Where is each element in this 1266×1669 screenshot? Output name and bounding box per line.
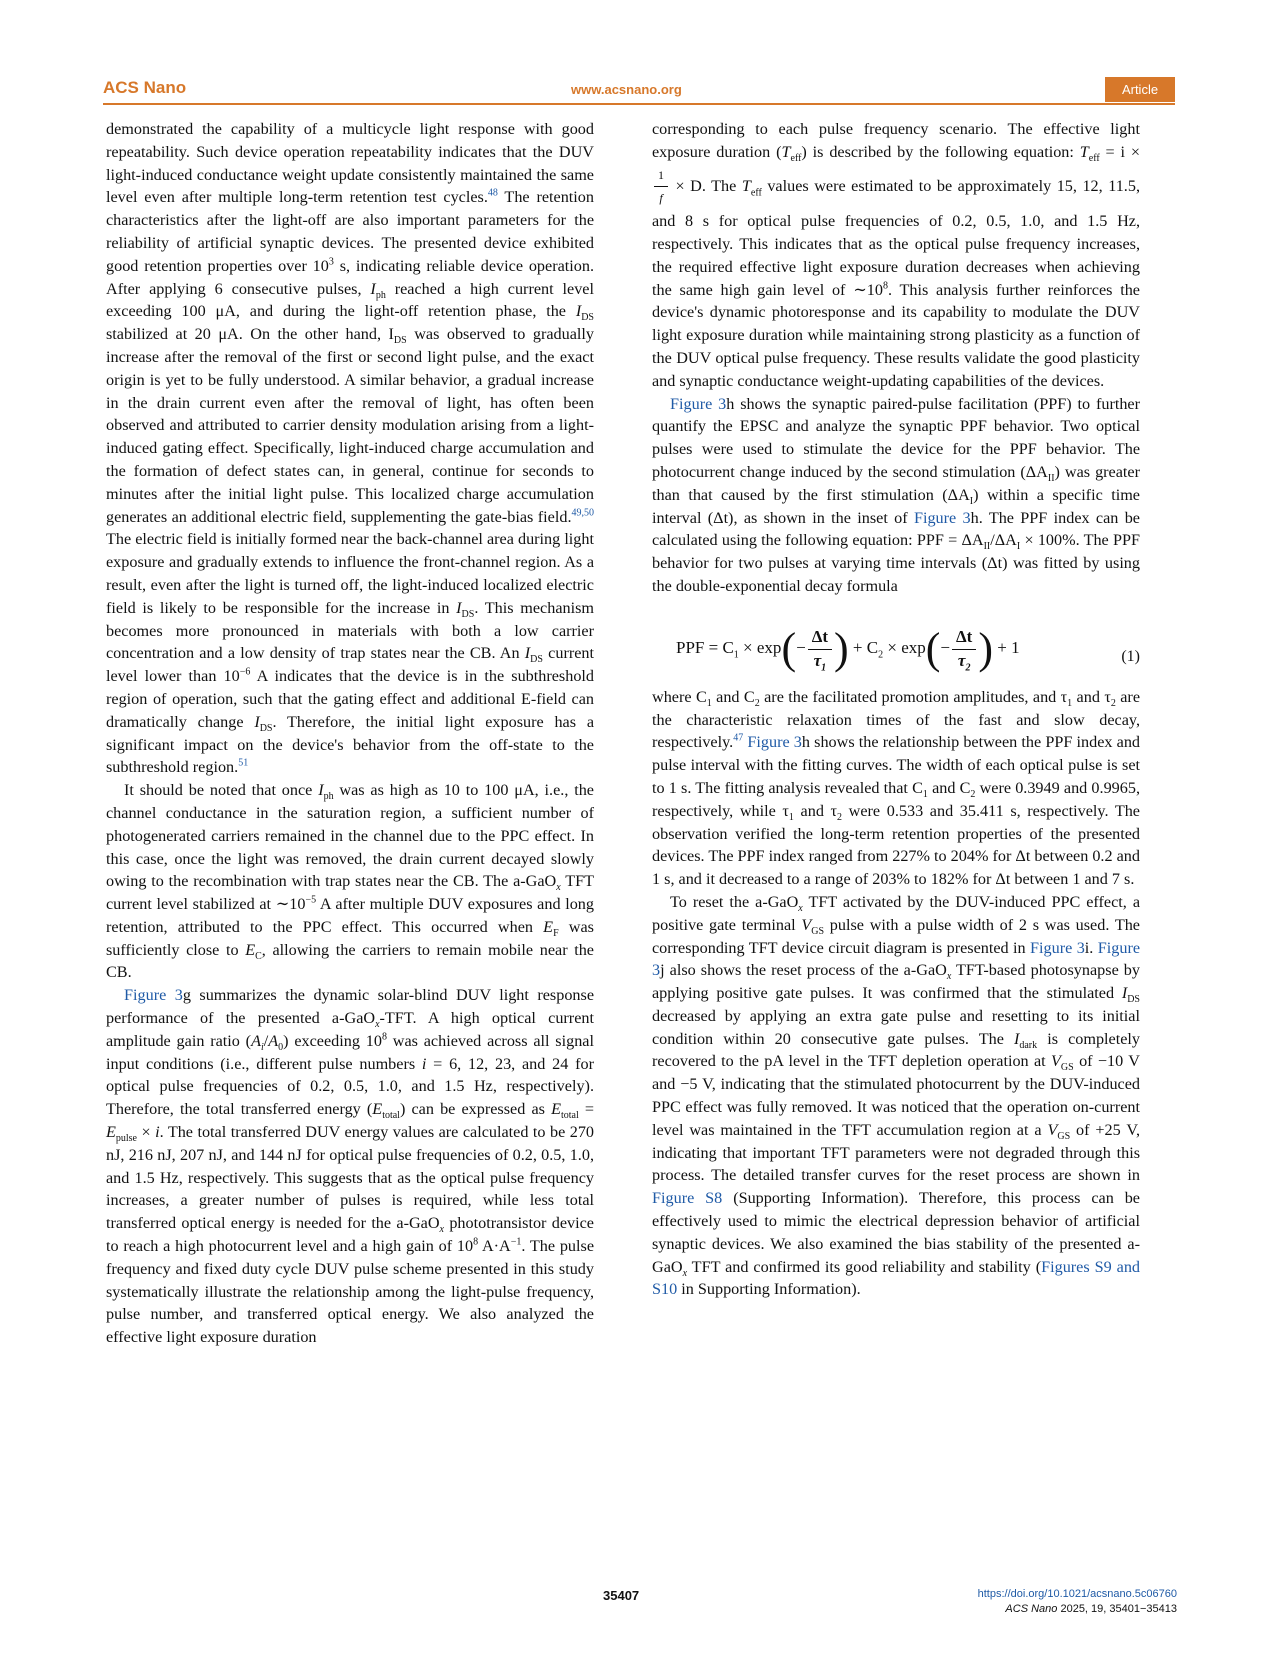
paragraph: Figure 3g summarizes the dynamic solar-blind DUV light response performance of the presented a-GaO$_x$-TFT. A high optical current amplitude gain ratio $(A_i/A_0)$ exceeding $10^8$ was achieved across all signal input conditions (i.e., different pulse numbers i = 6, 12, 23, and 24 for optical pulse frequencies of 0.2, 0.5, 1.0, and 1.5 Hz, respectively). Therefore, the total transferred energy $(E_{total})$ can be expressed as $E_{total} = E_{pulse} \times i$. The total transferred DUV energy values are calculated to be 270 nJ, 216 nJ, 207 nJ, and 144 nJ for optical pulse frequencies of 0.2, 0.5, 1.0, and 1.5 Hz, respectively. This suggests that as the optical pulse frequency increases, a greater number of pulses is required, while less total transferred optical energy is needed for the a-GaO$_x$ phototransistor device to reach a high photocurrent level and a high gain of $10^8$ $A\cdot A^{-1}$. The pulse frequency and fixed duty cycle DUV pulse scheme presented in this study systematically illustrate the relationship among the light-pulse frequency, pulse number, and transferred optical energy. We also analyzed the effective light exposure duration <box>106 986 595 1347</box>
citation-info: ACS Nano 2025, 19, 35401−35413 <box>1005 1603 1177 1615</box>
right-column <box>652 118 1140 1301</box>
article-type-badge: Article <box>1105 77 1175 102</box>
equation-number: (1) <box>1121 647 1140 665</box>
paragraph: where $C_1$ and $C_2$ are the facilitated promotion amplitudes, and $\tau_1$ and $\tau_2$ are the characteristic relaxation times of the fast and slow decay, respectively.$^{47}$ Figure 3h shows the relationship between the PPF index and pulse interval with the fitting curves. The width of each optical pulse is set to 1 s. The fitting analysis revealed that $C_1$ and $C_2$ were 0.3949 and 0.9965, respectively, while $\tau_1$ and $\tau_2$ were 0.533 and 35.411 s, respectively. The observation verified the long-term retention properties of the presented devices. The PPF index ranged from 227% to 204% for Δt between 0.2 and 1 s, and it decreased to a range of 203% to 182% for Δt between 1 and 7 s. <box>652 687 1141 889</box>
citation-link[interactable]: 47 <box>733 732 744 744</box>
figure-link[interactable]: Figure 3 <box>124 986 183 1005</box>
paragraph: To reset the a-GaO$_x$ TFT activated by the DUV-induced PPC effect, a positive gate terminal $V_{GS}$ pulse with a pulse width of 2 s was used. The corresponding TFT device circuit diagram is presented in Figure 3i. Figure 3j also shows the reset process of the a-GaO$_x$ TFT-based photosynapse by applying positive gate pulses. It was confirmed that the stimulated $I_{DS}$ decreased by applying an extra gate pulse and resetting to its initial condition within 20 consecutive gate pulses. The $I_{dark}$ is completely recovered to the pA level in the TFT depletion operation at $V_{GS}$ of −10 V and −5 V, indicating that the stimulated photocurrent by the DUV-induced PPC effect was fully removed. It was noticed that the operation on-current level was maintained in the TFT accumulation region at a $V_{GS}$ of +25 V, indicating that important TFT parameters were not degraded through this process. The detailed transfer curves for the reset process are shown in Figure S8 (Supporting Information). Therefore, this process can be effectively used to mimic the electrical depression behavior of artificial synaptic devices. We also examined the bias stability of the presented a-GaO$_x$ TFT and confirmed its good reliability and stability (Figures S9 and S10 in Supporting Information). <box>652 892 1141 1299</box>
figure-link[interactable]: Figure 3 <box>1030 938 1085 957</box>
journal-website-link[interactable]: www.acsnano.org <box>571 82 682 97</box>
citation-link[interactable]: 48 <box>487 188 498 199</box>
page-number: 35407 <box>603 1588 640 1603</box>
figure-link[interactable]: Figure 3 <box>652 938 1141 980</box>
figure-link[interactable]: Figure 3 <box>747 733 802 752</box>
paragraph: demonstrated the capability of a multicycle light response with good repeatability. Such device operation repeatability indicates that the DUV light-induced conductance weight update consistently maintained the same level even after multiple long-term retention test cycles.$^{48}$ The retention characteristics after the light-off are also important parameters for the reliability of artificial synaptic devices. The presented device exhibited good retention properties over $10^3$ s, indicating reliable device operation. After applying 6 consecutive pulses, $I_{ph}$ reached a high current level exceeding 100 μA, and during the light-off retention phase, the $I_{DS}$ stabilized at 20 μA. On the other hand, $I_{DS}$ was observed to gradually increase after the removal of the first or second light pulse, and the exact origin is yet to be fully understood. A similar behavior, a gradual increase in the drain current even after the removal of light, has often been observed and attributed to carrier density modulation arising from a light-induced gating effect. Specifically, light-induced charge accumulation and the formation of defect states can, in general, continue for seconds to minutes after the initial light pulse. This localized charge accumulation generates an additional electric field, supplementing the gate-bias field.$^{49,50}$ The electric field is initially formed near the back-channel area during light exposure and gradually extends to influence the front-channel region. As a result, even after the light is turned off, the light-induced localized electric field is likely to be responsible for the increase in $I_{DS}$. This mechanism becomes more pronounced in materials with both a low carrier concentration and a low density of trap states near the CB. An $I_{DS}$ current level lower than $10^{-6}$ A indicates that the device is in the subthreshold region of operation, such that the gating effect and additional E-field can dramatically change $I_{DS}$. Therefore, the initial light exposure has a significant impact on the device's behavior from the off-state to the subthreshold region.$^{51}$ <box>106 120 595 777</box>
paragraph: It should be noted that once $I_{ph}$ was as high as 10 to 100 μA, i.e., the channel conductance in the saturation region, a sufficient number of photogenerated carriers remained in the channel due to the PPC effect. In this case, once the light was removed, the drain current decayed slowly owing to the recombination with trap states near the CB. The a-GaO$_x$ TFT current level stabilized at $\sim 10^{-5}$ A after multiple DUV exposures and long retention, attributed to the PPC effect. This occurred when $E_F$ was sufficiently close to $E_C$, allowing the carriers to remain mobile near the CB. <box>106 781 594 982</box>
page-header <box>103 78 1175 104</box>
supporting-figure-link[interactable]: Figure S8 <box>652 1189 723 1208</box>
journal-name: ACS Nano <box>103 78 187 97</box>
doi-link[interactable]: https://doi.org/10.1021/acsnano.5c06760 <box>977 1588 1177 1600</box>
paragraph: corresponding to each pulse frequency scenario. The effective light exposure duration $(T_{eff})$ is described by the following equation: $T_{eff} = i$ × $\frac{1}{f}$ × D. The $T_{eff}$ values were estimated to be approximately 15, 12, 11.5, and 8 s for optical pulse frequencies of 0.2, 0.5, 1.0, and 1.5 Hz, respectively. This indicates that as the optical pulse frequency increases, the required effective light exposure duration decreases when achieving the same high gain level of $\sim 10^8$. This analysis further reinforces the device's dynamic photoresponse and its capability to modulate the DUV light exposure duration while maintaining strong plasticity as a function of the DUV optical pulse frequency. These results validate the good plasticity and synaptic conductance weight-updating capabilities of the devices. <box>652 120 1140 390</box>
equation-1 <box>652 608 1140 678</box>
header-rule <box>103 103 1175 105</box>
paragraph: Figure 3h shows the synaptic paired-pulse facilitation (PPF) to further quantify the EPSC and analyze the synaptic PPF behavior. Two optical pulses were used to stimulate the device for the PPF behavior. The photocurrent change induced by the second stimulation $(\Delta A_{II})$ was greater than that caused by the first stimulation $(\Delta A_I)$ within a specific time interval (Δt), as shown in the inset of Figure 3h. The PPF index can be calculated using the following equation: PPF = $\Delta A_{II}/\Delta A_I \times 100\%$. The PPF behavior for two pulses at varying time intervals (Δt) was fitted by using the double-exponential decay formula <box>652 394 1140 595</box>
supporting-figure-link[interactable]: Figures S9 and S10 <box>652 1257 1141 1299</box>
left-column <box>106 118 594 1349</box>
figure-link[interactable]: Figure 3 <box>670 394 727 413</box>
figure-link[interactable]: Figure 3 <box>913 508 971 527</box>
citation-link[interactable]: 51 <box>238 757 249 769</box>
citation-link[interactable]: 49,50 <box>571 507 594 519</box>
ppf-equation: PPF = $C_1 \times \exp(-$ $\frac{\Delta t}{\tau_1}$ ) + $C_2 \times \exp(-$ $\frac{\Delta t}{\tau_2}$ ) + 1 <box>676 623 1020 673</box>
